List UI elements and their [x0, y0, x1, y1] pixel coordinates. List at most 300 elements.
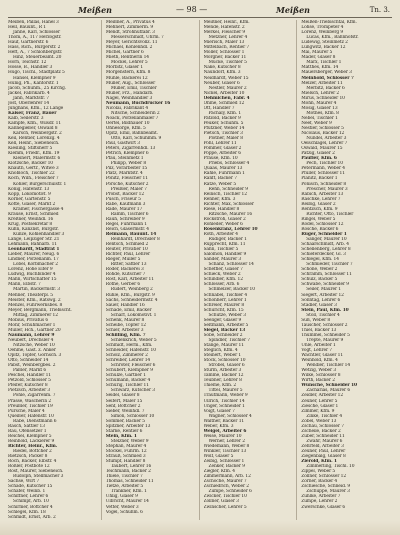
directory-entry: Ott, Händler 7 [203, 105, 235, 111]
directory-entry: Mende, Hafenstr. 2 [203, 25, 245, 31]
directory-entry: Rauh, Schreiber 9 [105, 216, 145, 222]
directory-entry: Rohde, Kutscher 7 [105, 272, 146, 278]
header-right-title: Meißen [276, 5, 310, 15]
directory-entry: Hosse, B., Händler 3 [8, 65, 53, 71]
directory-entry: Pech, Tischler 10 [306, 161, 343, 167]
directory-entry: Schade, Emil, Bäcker [105, 307, 152, 313]
directory-entry: Oehmichen, Fabr. 4 [203, 95, 250, 101]
directory-entry: Schulz, Bäcker 5 [301, 277, 338, 283]
directory-entry: Vetter, Weber 3 [105, 504, 139, 510]
directory-entry: Ritter, Sattler 13 [110, 262, 147, 268]
directory-entry: Jacob, Schuhm., 25 Kirchg. [8, 85, 67, 91]
directory-entry: Zobel, Weber 13 [301, 418, 337, 424]
directory-entry: Lindner, Porzellanm. 17 [8, 257, 59, 263]
directory-entry: Sander, Maurer 3 [203, 257, 242, 263]
directory-entry: Queißer, Hafenstr. 10 [8, 413, 54, 419]
directory-entry: Kannegießer, Oswald 8 [8, 125, 58, 131]
directory-entry: Schäfer, Weinb. 1 [8, 489, 46, 495]
directory-entry: Paufler, Kfm. 6 [301, 156, 337, 162]
directory-entry: Stange, Maurer 11 [203, 343, 244, 348]
directory-entry: Kell, Heinr., Siebeneich. [8, 141, 60, 147]
directory-entry: Scharf, Lokomotivf. 1 [110, 312, 157, 318]
directory-entry: Spindler, Tischler 7 [208, 337, 250, 343]
directory-entry: Sähn, Tischler 5 [203, 247, 239, 253]
directory-entry: Wilke, Schlosser 8 [301, 373, 341, 379]
directory-entry: Zwahr, Maurer 6 [306, 438, 343, 444]
directory-entry: Weigel, Arbeiter 6 [203, 428, 247, 434]
directory-entry: Zinke, Tischler 4 [306, 413, 343, 419]
directory-entry: Schirmer, Böttcher 4 [8, 504, 53, 510]
directory-entry: Schaarschmidt, Arb. 4 [301, 242, 349, 248]
directory-entry: Meyer, Gerichtsvollz. 11 [105, 40, 158, 46]
directory-entry: Päßler, Markt 6 [13, 368, 47, 374]
directory-entry: Mauersberger, Weber 3 [301, 70, 352, 76]
directory-entry: Schieck, Weber 2 [203, 272, 241, 278]
directory-entry: Vogt, Lehrer 7 [301, 348, 332, 354]
directory-entry: Stoll, Tischler 4 [306, 312, 340, 318]
directory-entry: Rentzsch, Kfm. 9 [301, 206, 338, 212]
directory-entry: Ziegenbalg, Glaser 8 [301, 454, 346, 460]
directory-entry: Rost, Karl, Arbeiter 11 [105, 277, 154, 283]
directory-entry: Nicolaus, Bäcker 12 [301, 131, 345, 137]
directory-entry: Schulze, Gärtner 1 [105, 373, 146, 379]
directory-entry: Schmelzer, Bäcker 10 [208, 287, 255, 293]
directory-entry: Jäckel, Fabrikarb. 4 [8, 90, 50, 96]
directory-entry: Köhler, Bürgerschulstr. 1 [13, 181, 67, 187]
directory-entry: Meißen, Pallas, Hänel 3 [8, 20, 59, 25]
directory-entry: Pohl, Lehrer 11 [203, 141, 237, 147]
directory-entry: Rühle, Kfm., Burgstr. 9 [105, 292, 155, 298]
directory-entry: Stein, Kfm. 1 [105, 433, 137, 439]
directory-entry: Peschel, Händler 11 [8, 373, 51, 379]
directory-entry: Uhle, Arbeiter 1 [301, 343, 336, 348]
directory-entry: Richter, Paul, Lehrer [105, 252, 150, 258]
directory-entry: Preußler, Tischler 19 [8, 403, 53, 409]
directory-entry: Schönherr, Lehrer 1 [203, 297, 247, 303]
directory-entry: Reinhold, Lackierer 9 [8, 438, 55, 444]
directory-entry: Pfau, Steinmetz 1 [105, 156, 144, 162]
directory-entry: Roth, Arbeiter 4 [203, 231, 238, 237]
directory-entry: Melzer, Arbeiter 11 [301, 80, 343, 86]
directory-entry: Ullrich, Tischler 14 [203, 398, 245, 404]
directory-entry: Müller, Aug., Schlosser [105, 80, 156, 86]
directory-entry: Nebel, Tischler 1 [301, 115, 338, 121]
directory-entry: Petzold, Schlosser 5 [8, 378, 51, 384]
directory-entry: Zimmermann, Arb. 12 [203, 474, 251, 480]
directory-entry: Hell, Bauunt., R 1 [8, 25, 47, 31]
directory-entry: Rosenkranz, Lehrer 10 [203, 226, 258, 232]
directory-entry: Mühle, Bäckerei 12 [105, 75, 148, 81]
directory-entry: Sturm, Arbeiter 3 [203, 368, 242, 374]
directory-entry: Riedel, Böttcher 2 [13, 448, 52, 454]
directory-entry: Prasse, Wäscherin 2 [8, 398, 52, 404]
directory-entry: Jost, Oberlehrer 14 [8, 100, 50, 106]
directory-entry: Siegel, Bäcker 13 [203, 327, 246, 333]
directory-entry: Zscheile, Bäcker 2 [301, 428, 341, 434]
directory-entry: Schmidt, Ernst, Arb. 2 [8, 514, 56, 520]
directory-entry: Knobloch, Tischler 22 [8, 171, 55, 177]
directory-entry: Stephan, Maurer 4 [105, 443, 147, 449]
directory-entry: Mann, Elbstr. 7 [8, 282, 41, 288]
directory-entry: Sommer, Bäcker 5 [105, 418, 145, 424]
directory-entry: Rabich, Arbeiter 13 [301, 191, 344, 197]
directory-entry: Neef, Weber 9 [301, 120, 332, 126]
directory-entry: Seltmann, Arbeiter 5 [203, 322, 249, 328]
directory-entry: Rockstroh, Glaser 2 [203, 216, 246, 222]
directory-entry: Wolf, Glaser 5 [203, 454, 234, 460]
directory-entry: Krug, Postsekretär 8 [8, 221, 53, 227]
directory-entry: Schiffner, Lehrer 6 [8, 494, 49, 500]
directory-entry: Teubner, Lehrer 8 [203, 378, 242, 384]
directory-column-4 [299, 20, 394, 520]
directory-entry: Thiel, Bäcker 13 [301, 327, 337, 333]
directory-entry: Schmidt, Herm., Kfm. [105, 343, 153, 348]
directory-entry: Metzner, Lehrer 4 [208, 35, 248, 41]
directory-entry: Mothes, Kfm. 8 [306, 110, 339, 116]
directory-entry: Kreßner, Weinhdl. 16 [8, 216, 54, 222]
directory-entry: Hugo, Tischl., Stadtplatz 5 [8, 70, 65, 76]
directory-entry: Rödel, Schlosser 12 [301, 221, 344, 227]
directory-entry: Mehnert, Zimmerm. 9 [105, 25, 154, 31]
directory-entry: Prescher, Maurer 3 [306, 186, 348, 192]
directory-entry: Messerschmidt, Uhrm. 7 [110, 35, 164, 41]
directory-entry: Simon, Schlosser 10 [110, 413, 155, 419]
directory-entry: Winkler, Tischler 13 [203, 448, 247, 454]
directory-entry: Rüger, Schneider 1 [301, 231, 347, 237]
directory-entry: Schanz, Schlosser 14 [208, 262, 254, 268]
directory-entry: Wünsche, Schneider 10 [301, 383, 357, 389]
directory-entry: Merbitz, Bäcker 6 [306, 85, 345, 91]
directory-entry: Heft, A., 7 Schloßbergstr. [8, 50, 63, 56]
directory-entry: Trepte, Maurer 9 [306, 337, 344, 343]
directory-entry: Thieme, Kfm. 2 [203, 383, 237, 389]
directory-entry: Ranft, Bäcker 7 [203, 176, 237, 182]
directory-entry: Schütze, Weber 3 [208, 312, 246, 318]
directory-entry: Seeliger, Glaser 9 [203, 317, 242, 323]
header-left-title: Meißen [78, 5, 112, 15]
directory-entry: Pätzold, Bäcker 9 [203, 115, 241, 121]
directory-entry: Weinhold, Kfm. 4 [301, 358, 338, 364]
directory-entry: Pönisch, Schneider 8 [301, 181, 347, 187]
directory-entry: Kiesling, Stiftsherr 5 [8, 146, 53, 152]
directory-entry: Siegert, Arbeiter 12 [301, 292, 344, 298]
directory-entry: Pachaly, Kfm. 1 [208, 110, 242, 116]
directory-entry: Richter, Otto, Tischler [306, 211, 354, 217]
directory-entry: Scheffler, Glaser 7 [203, 267, 243, 273]
directory-entry: Raschke, Lehrer 7 [301, 196, 341, 202]
directory-entry: Rupprecht, Kfm. 11 [203, 242, 246, 248]
directory-entry: Martin, Bäckermstr. 3 [13, 287, 60, 293]
directory-entry: Stadler, Glaser 3 [301, 302, 337, 308]
directory-entry: Kaiser, Franz, Bauer [8, 110, 57, 116]
directory-entry: Lungwitz, Bäcker 12 [301, 45, 346, 51]
directory-entry: Tränkner, Kfm. 1 [110, 489, 147, 495]
directory-entry: Seifert, Maler 15 [105, 398, 143, 404]
directory-entry: Schneider, Hafenstr. 10 [105, 348, 156, 354]
directory-entry: Rabe, Dienstmann 6 [13, 418, 57, 424]
directory-entry: Kunze, Kohlenhändler 3 [13, 231, 65, 237]
directory-entry: Riese, Händler 8 [203, 206, 240, 212]
directory-entry: Mohr, Schuhmacher 1 [8, 322, 56, 328]
directory-entry: Reichel, Klempner 5 [8, 433, 52, 439]
directory-entry: Michel, Gärtner 6 [105, 50, 144, 56]
header-section-mark: Tn. 3. [369, 6, 390, 14]
directory-entry: Kühn, Kanzlist, Burgstr. [8, 226, 59, 232]
directory-entry: Philipp, Weber 8 [110, 161, 147, 167]
directory-entry: Kalb, Seilerstr. 3 [8, 115, 44, 121]
directory-entry: Sonntag, Lehrer 6 [301, 297, 341, 303]
directory-entry: Lorenz, Hohe Eifer 9 [8, 267, 53, 273]
directory-entry: Schellenberg, Lehrer 8 [301, 247, 351, 253]
directory-entry: Zwicker, Tischler 10 [203, 494, 247, 500]
directory-entry: Nestler, Schlosser 5 [301, 125, 344, 131]
directory-entry: Stöckel, Fuhrm. 12 [105, 448, 147, 454]
directory-entry: Nicolai, Fabrikant 4 [105, 105, 149, 111]
directory-entry: Pfüller, Schlosser 11 [301, 171, 345, 177]
directory-entry: Zühlke, Arbeiter 7 [301, 494, 341, 500]
directory-column-1 [6, 20, 102, 520]
directory-entry: Zeidler, Arbeiter 12 [301, 393, 344, 399]
directory-entry: Mielsch, Lehrer 2 [301, 90, 340, 96]
directory-entry: Sachse, Wirt 7 [8, 479, 40, 485]
directory-entry: Zschoche, Maurer 7 [203, 479, 247, 485]
directory-entry: Schurig, Tischler 11 [105, 383, 149, 389]
directory-entry: Lehmann, Bahnarb. 11 [8, 242, 57, 248]
directory-entry: Pommer, Glaser 2 [203, 146, 242, 152]
directory-entry: Spitzner, Arbeiter 13 [105, 423, 151, 429]
directory-entry: Rentsch, Schmied 2 [105, 242, 149, 248]
directory-entry: Schröter, Fleischer 6 [110, 363, 156, 369]
directory-column-2 [104, 20, 200, 520]
directory-column-3 [202, 20, 298, 520]
directory-entry: Mendt, Strohhutfabr. 3 [105, 30, 155, 36]
directory-entry: Ziesche, Glaser 1 [301, 403, 339, 409]
directory-entry: Stelzner, Weber 9 [110, 438, 149, 444]
directory-entry: Schöne, Weber 2 [301, 267, 338, 273]
directory-entry: Kämpfe, Kfm., Wilsdr. 11 [8, 120, 62, 126]
directory-entry: Pursche, Maler 4 [8, 408, 45, 414]
directory-entry: Schwabe, Schneider 9 [301, 282, 349, 288]
directory-entry: Mohn, Maurer 4 [301, 100, 337, 106]
directory-entry: Ludwig, Buchbinder 4 [8, 272, 56, 278]
directory-entry: Strobel, Glaser 6 [208, 363, 245, 369]
directory-entry: Rau, Ofensetzer 1 [8, 428, 47, 434]
directory-entry: Pietzsch, Arbeiter 3 [8, 388, 51, 394]
directory-entry: Oelschlägel, Lehrer 7 [301, 141, 348, 147]
directory-entry: Sauer, Händler 16 [105, 302, 145, 308]
directory-entry: Schumann, Bäcker 4 [105, 378, 151, 384]
directory-entry: Petermann, Weber 4 [301, 166, 345, 172]
directory-entry: Schmieder, Tischler 7 [306, 262, 353, 268]
directory-entry: Schubert, Klempner 9 [105, 368, 153, 374]
directory-entry: Reinhardt, Drechsler 8 [110, 237, 160, 243]
directory-entry: Neubert, Drechsler 4 [8, 337, 54, 343]
directory-entry: Steinert, Weber 1 [203, 353, 242, 359]
directory-entry: Mucke, Tischler 5 [208, 60, 247, 66]
directory-entry: Mosig, Glaser 13 [301, 105, 338, 111]
directory-entry: Plötner, Maler 8 [208, 136, 243, 142]
directory-entry: Schlegel, Kfm. 14 [301, 257, 339, 263]
directory-entry: Seiler, Maurer 1 [306, 287, 341, 293]
directory-entry: Quaas, Maurer 13 [203, 166, 243, 172]
directory-entry: Lucas, Kfm., Bahnhofstr. [306, 35, 359, 41]
directory-entry: Horn, Teichstr. 12 [8, 60, 47, 66]
directory-entry: Ludewig, Steinmetz 2 [301, 40, 348, 46]
directory-entry: Junghans, Kfm., 12 Lange [8, 105, 64, 111]
directory-entry: Zierold, Kfm. 1 [301, 459, 337, 465]
directory-entry: Teichmann, Bäcker 2 [105, 469, 151, 475]
directory-entry: Rasch, Sattler 13 [8, 423, 45, 429]
directory-entry: Müller, Hch., Gärtner 20 [8, 327, 61, 333]
directory-entry: Sachs, Schneidermstr. 4 [105, 297, 158, 303]
directory-entry: Schade, Kutscher 15 [8, 484, 53, 490]
directory-entry: Porsche, Kutscher 2 [105, 181, 149, 187]
directory-entry: Unger, Schneider 1 [203, 403, 245, 409]
directory-entry: Hänsel, Klempner 9 [13, 75, 56, 81]
directory-entry: Zöllner, Schlosser 12 [301, 474, 347, 480]
directory-entry: Rabe, Kaufmann 3 [105, 201, 146, 207]
directory-entry: Hauf, Gärtnerstr. 6 [8, 40, 49, 46]
directory-entry: Walther, Bäcker 11 [203, 418, 245, 424]
directory-entry: Rietzsch, Packer 8 [8, 454, 48, 460]
directory-entry: Paul, Gastwirt 3 [105, 141, 140, 147]
directory-entry: Tauscher, Schlosser 2 [301, 322, 348, 328]
directory-entry: Weise, Maurer 10 [203, 433, 242, 439]
directory-entry: Wiedemann, Weber 8 [203, 443, 250, 449]
directory-entry: Schreiber, Lehrer 14 [105, 358, 151, 364]
directory-entry: Mittelbach, Rentier 7 [203, 45, 250, 51]
directory-entry: Scholz, Zimmerer 2 [105, 353, 148, 359]
directory-entry: Starke, Rentier 6 [105, 428, 143, 434]
page-number: — 98 — [176, 5, 208, 14]
directory-entry: Zörner, Bäcker 4 [301, 479, 338, 485]
directory-entry: Körner, Gartenstr. 5 [8, 196, 51, 202]
directory-entry: Regel, Fuhrmann 1 [105, 221, 147, 227]
directory-entry: Zöllner, Glaser 3 [203, 499, 239, 505]
directory-entry: Rudolph, Stellmacher 3 [13, 474, 64, 480]
directory-entry: Neidhardt, Weber 15 [203, 75, 249, 81]
directory-entry: Matthes, Kfm. 14 [301, 65, 339, 71]
directory-entry: Meißner, A., Privatus 4 [105, 20, 155, 25]
directory-entry: Pilz, Vorarbeiter 15 [105, 166, 148, 172]
directory-entry: Lieber, Maurer, Neug. 6 [8, 252, 60, 258]
directory-entry: Naumann, Lehrer 9 [8, 332, 55, 338]
directory-entry: Jahn, Marktstr. 7 [13, 95, 49, 101]
directory-entry: Rößler, Postbote 12 [8, 464, 50, 470]
directory-entry: Jahne, Karl, Schlosser [13, 30, 60, 36]
directory-entry: Krause, Ernst, Schmied [8, 211, 59, 217]
directory-entry: Zeuner, Lehrer 5 [301, 398, 338, 404]
directory-entry: Rost, Maurer, Siebeneich. [8, 469, 64, 475]
directory-entry: Rehn, Schneider 9 [208, 186, 248, 192]
directory-entry: Ziegler, Kfm. 4 [203, 469, 235, 475]
directory-entry: Schlosser, Arb. 6 [203, 282, 240, 288]
directory-entry: Süß, Weber 8 [301, 317, 331, 323]
directory-entry: Zumpe, Lehrer 2 [301, 499, 338, 505]
directory-entry: Nestler, Maurer 2 [208, 85, 247, 91]
directory-entry: Rudert, Weinberg 2 [110, 287, 153, 293]
directory-entry: Richter, Max, Schlosser [203, 201, 254, 207]
directory-entry: Tamme, Bäcker 12 [203, 373, 244, 379]
directory-entry: Reinsch, Tischler 12 [203, 191, 247, 197]
directory-entry: Rade, Maurer 17 [105, 206, 143, 212]
directory-entry: Opitz, Töpfer, Görnsch. 3 [8, 353, 62, 359]
directory-entry: Wagner, Schlosser 4 [208, 413, 252, 419]
directory-entry: Rieger, Müller 5 [105, 257, 141, 263]
directory-entry: Stumpf, Händler 8 [105, 459, 146, 465]
directory-entry: Sobe, Schneider 2 [203, 332, 243, 338]
directory-entry: Schlenkrich, Weber 5 [110, 337, 157, 343]
directory-entry: Neumann, Buchdrucker 16 [105, 100, 171, 106]
directory-entry: Thümmel, Schneider 5 [301, 332, 350, 338]
directory-entry: Prause, Kfm. 10 [203, 156, 238, 162]
directory-entry: Zschiesche, Schneid. 9 [301, 484, 351, 490]
directory-entry: Schuricht, Kfm. 15 [203, 307, 244, 313]
page-bottom-edge [0, 521, 400, 535]
directory-entry: Preißler, Maler 7 [110, 186, 147, 192]
directory-entry: Zwinscher, Lehrer 5 [203, 504, 247, 510]
directory-entry: Schilling, Kfm. 7 [105, 332, 146, 338]
directory-entry: Sänger, Maurer 10 [306, 237, 347, 243]
directory-entry: Vogel, Schuhm. 6 [105, 509, 143, 515]
directory-entry: Schindler, Kfm. 12 [203, 277, 243, 283]
directory-entry: Mirus, Schneider 10 [301, 95, 345, 101]
directory-entry: Voigt, Glaser 7 [203, 408, 235, 414]
directory-entry: Taubert, Lehrer 16 [110, 464, 152, 470]
directory-entry: Wendler, Tischler 14 [306, 363, 351, 369]
directory-entry: Röder, Bäckerei 3 [105, 267, 144, 273]
directory-entry: Kotte, Glaser, Markt 2 [8, 201, 56, 207]
directory-entry: Müller, Frz., Handarb. [105, 90, 154, 96]
directory-entry: Thiele, Tischler 7 [105, 474, 143, 480]
directory-entry: Reißig, Glaser 2 [301, 201, 336, 207]
directory-entry: Pabst, Weinbergbes. 2 [8, 363, 56, 369]
directory-entry: Zehrfeld, Arbeiter 3 [301, 443, 344, 449]
directory-entry: Schier, Arbeiter 3 [105, 327, 144, 333]
directory-entry: Pfützner, Weber 14 [203, 125, 245, 131]
directory-entry: König, Hafenstr. 13 [8, 186, 50, 192]
directory-entry: Zimmer, Kfm. 9 [301, 408, 335, 414]
directory-entry: Lange, Leipziger Str. 21 [8, 237, 60, 243]
directory-entry: Mittag, Zimmerer 12 [13, 312, 58, 318]
directory-entry: Merkel, Fleischer 9 [203, 30, 246, 36]
directory-entry: Mai, Maurer 5 [301, 50, 333, 56]
directory-entry: Karsch, Weinbergstr. 2 [13, 131, 62, 137]
directory-columns [6, 20, 394, 520]
directory-entry: Hünig, Ph., Kantorstr. 1 [8, 80, 59, 86]
directory-entry: Menzel, Fuhrwerksbes. 8 [8, 302, 63, 308]
directory-entry: Mörbitz, Glaser 1 [105, 65, 144, 71]
directory-entry: Schwarz, Kutscher 3 [110, 388, 155, 394]
directory-entry: Rätze, Weber 5 [203, 181, 237, 187]
directory-entry: Schlegel, Kfm. 18 [8, 509, 46, 515]
directory-entry: Stein, Paul, Kfm. 10 [301, 307, 349, 313]
directory-entry: Planitz, Bäcker 1 [301, 176, 338, 182]
directory-entry: Mäder, Glaser 8 [301, 55, 336, 61]
directory-entry: Klemm, Friedr., Kfm. 19 [8, 151, 60, 157]
directory-entry: Meinhold, Schlosser 7 [301, 75, 354, 81]
directory-entry: Klotzsche, Bäcker 10 [8, 161, 53, 167]
directory-entry: Platz, Marktstr. 4 [105, 171, 143, 177]
directory-entry: Meister, Kfm., Ratswg. 2 [8, 297, 61, 303]
directory-entry: Schramm, Schlosser 11 [301, 272, 352, 278]
directory-entry: Thom, A., 117 Herzogstr. [8, 35, 62, 41]
directory-entry: Probst, Bäcker 12 [105, 191, 145, 197]
directory-entry: Otto, Schneider 14 [8, 358, 49, 364]
directory-entry: Keil, Rentier, Lorenzg. 4 [8, 136, 60, 142]
directory-entry: Senf, Böttcher 2 [105, 403, 141, 409]
directory-entry: Otto, Karl, Schuhmm. 9 [110, 136, 162, 142]
